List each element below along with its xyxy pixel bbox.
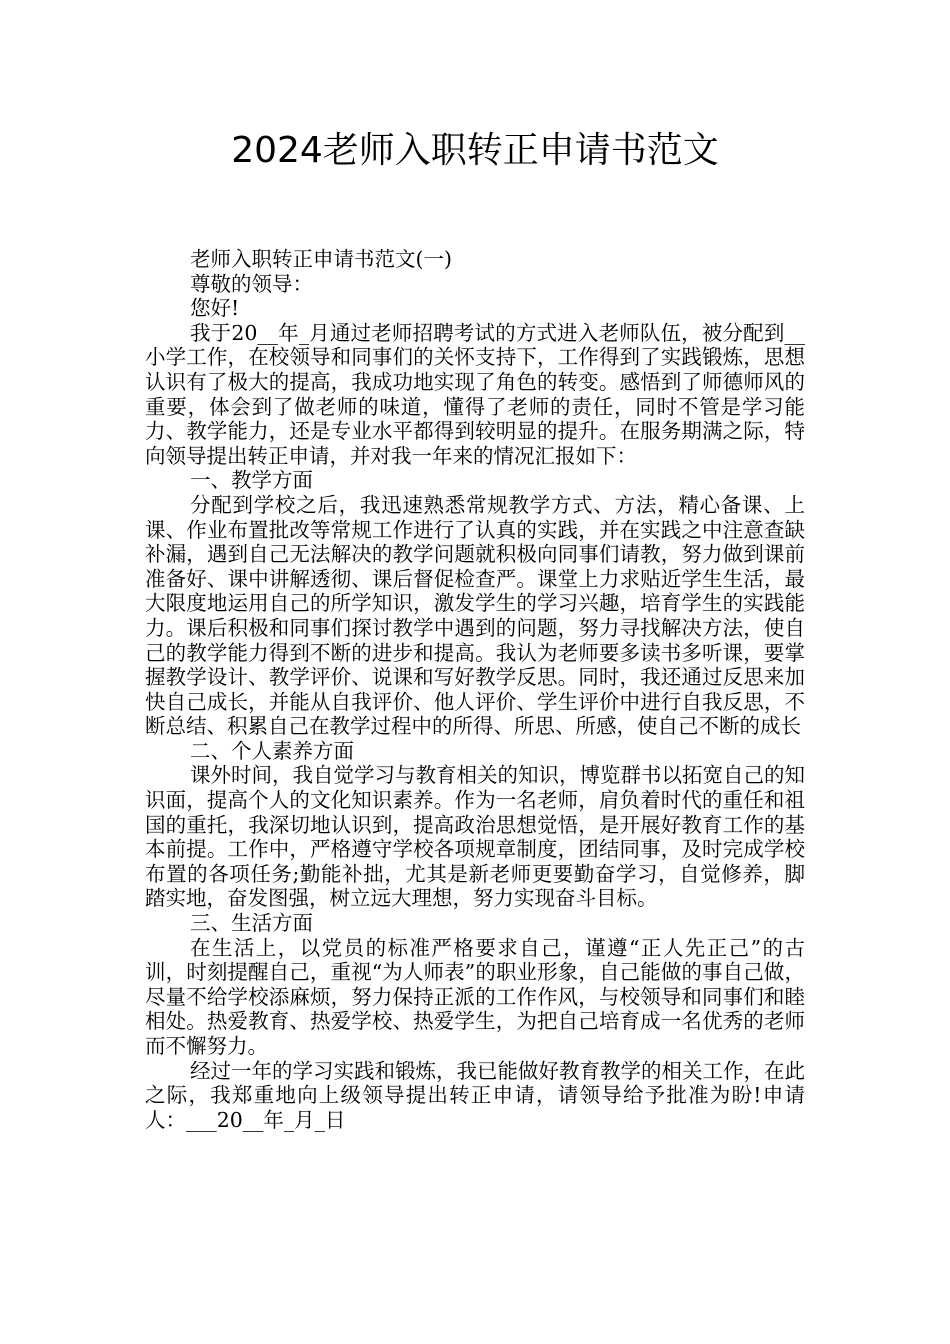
document-body (145, 247, 805, 1132)
section-heading-teaching: 一、教学方面 (190, 468, 313, 493)
document-title: 2024老师入职转正申请书范文 (231, 130, 719, 171)
section-heading-life: 三、生活方面 (190, 911, 313, 936)
section-heading-personal: 二、个人素养方面 (190, 738, 354, 763)
closing-paragraph: 经过一年的学习实践和锻炼，我已能做好教育教学的相关工作，在此之际，我郑重地向上级领导提出转正申请，请领导给予批准为盼!申请人：___20__年_月_日 (145, 1058, 805, 1132)
section-paragraph-life: 在生活上，以党员的标准严格要求自己，谨遵“正人先正己”的古训，时刻提醒自己，重视“为人师表”的职业形象，自己能做的事自己做，尽量不给学校添麻烦，努力保持正派的工作作风，与校领导和同事们和睦相处。热爱教育、热爱学校、热爱学生，为把自己培育成一名优秀的老师而不懈努力。 (145, 935, 805, 1058)
greeting: 您好! (190, 296, 240, 321)
intro-paragraph: 我于20__年_月通过老师招聘考试的方式进入老师队伍，被分配到__小学工作，在校领导和同事们的关怀支持下，工作得到了实践锻炼，思想认识有了极大的提高，我成功地实现了角色的转变。感悟到了师德师风的重要，体会到了做老师的味道，懂得了老师的责任，同时不管是学习能力、教学能力，还是专业水平都得到较明显的提升。在服务期满之际，特向领导提出转正申请，并对我一年来的情况汇报如下： (145, 320, 805, 468)
salutation: 尊敬的领导： (190, 271, 313, 296)
section-paragraph-teaching: 分配到学校之后，我迅速熟悉常规教学方式、方法，精心备课、上课、作业布置批改等常规工作进行了认真的实践，并在实践之中注意查缺补漏，遇到自己无法解决的教学问题就积极向同事们请教，努力做到课前准备好、课中讲解透彻、课后督促检查严。课堂上力求贴近学生生活，最大限度地运用自己的所学知识，激发学生的学习兴趣，培育学生的实践能力。课后积极和同事们探讨教学中遇到的问题，努力寻找解决方法，使自己的教学能力得到不断的进步和提高。我认为老师要多读书多听课，要掌握教学设计、教学评价、说课和写好教学反思。同时，我还通过反思来加快自己成长，并能从自我评价、他人评价、学生评价中进行自我反思，不断总结、积累自己在教学过程中的所得、所思、所感，使自己不断的成长 (145, 492, 805, 739)
document-subtitle: 老师入职转正申请书范文(一) (190, 247, 452, 271)
section-paragraph-personal: 课外时间，我自觉学习与教育相关的知识，博览群书以拓宽自己的知识面，提高个人的文化知识素养。作为一名老师，肩负着时代的重任和祖国的重托，我深切地认识到，提高政治思想觉悟，是开展好教育工作的基本前提。工作中，严格遵守学校各项规章制度，团结同事，及时完成学校布置的各项任务;勤能补拙，尤其是新老师更要勤奋学习，自觉修养，脚踏实地，奋发图强，树立远大理想，努力实现奋斗目标。 (145, 763, 805, 911)
